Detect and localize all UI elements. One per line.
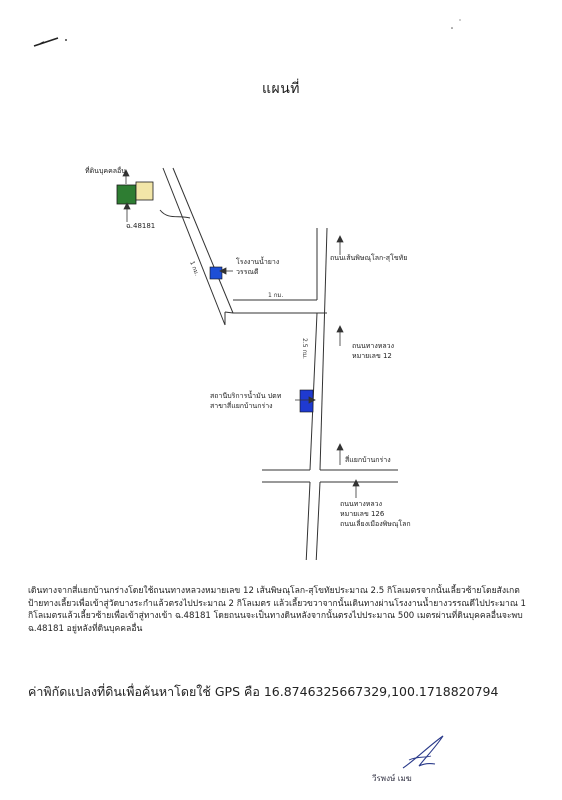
signature-stroke [403, 736, 443, 768]
page-title: แผนที่ [261, 81, 301, 97]
label-deed-number: ฉ.48181 [126, 222, 156, 230]
directions-text [28, 585, 533, 635]
label-highway-126-line2: หมายเลข 126 [340, 510, 385, 518]
distance-label-2-5km: 2.5 กม. [301, 338, 308, 359]
signer-name: วีรพงษ์ เมฆ [372, 774, 412, 783]
label-highway-126-line3: ถนนเลี่ยงเมืองพิษณุโลก [340, 520, 411, 528]
arrow-up-icon [337, 236, 343, 255]
label-other-owner-land: ที่ดินบุคคลอื่น [85, 167, 127, 175]
road-horizontal-south [225, 312, 327, 313]
label-gas-station-line2: สาขาสี่แยกบ้านกร่าง [210, 402, 273, 410]
plot-neighbor [136, 182, 153, 200]
distance-label-1km-horizontal: 1 กม. [268, 292, 284, 299]
signature-flourish [409, 756, 431, 760]
arrow-up-icon [124, 203, 130, 222]
arrow-up-icon [337, 326, 343, 346]
highway-12-east [320, 228, 327, 470]
distance-label-1km-diagonal: 1 กม. [188, 260, 201, 277]
label-highway-12-line1: ถนนทางหลวง [352, 342, 395, 350]
label-intersection: สี่แยกบ้านกร่าง [345, 456, 391, 464]
label-highway-12-line2: หมายเลข 12 [352, 352, 392, 360]
label-phitsanulok-road: ถนนเส้นพิษณุโลก-สุโขทัย [330, 254, 408, 262]
highway-south-east [316, 482, 320, 560]
label-factory-line2: วรรณดี [236, 268, 259, 276]
label-highway-126-line1: ถนนทางหลวง [340, 500, 383, 508]
highway-12-west [310, 228, 317, 470]
road-branch-curve [160, 210, 190, 218]
directions-paragraph: เดินทางจากสี่แยกบ้านกร่างโดยใช้ถนนทางหลวงหมายเลข 12 เส้นพิษณุโลก-สุโขทัยประมาณ 2.5 กิโลเมตรจากนั้นเลี้ยวซ้ายโดยสังเกตป้ายทางเลี้ยวเพื่อเข้าสู่วัดบางระกำแล้วตรงไปประมาณ 2 กิโลเมตร แล้วเลี้ยวขวาจากนั้นเดินทางผ่านโรงงานน้ำยางวรรณดีไปประมาณ 1 กิโลเมตรแล้วเลี้ยวซ้ายเพื่อเข้าสู่ทางเข้า ฉ.48181 โดยถนนจะเป็นทางดินหลังจากนั้นตรงไปประมาณ 500 เมตรผ่านที่ดินบุคคลอื่นจะพบ ฉ.48181 อยู่หลังที่ดินบุคคลอื่น [28, 586, 527, 634]
signature [395, 730, 455, 775]
plot-deed-48181 [117, 185, 136, 204]
rubber-factory-marker [210, 267, 222, 279]
road-diagonal-east [173, 168, 233, 313]
label-factory-line1: โรงงานน้ำยาง [236, 258, 280, 266]
label-gas-station-line1: สถานีบริการน้ำมัน ปตท [210, 392, 282, 400]
arrow-up-icon [337, 444, 343, 465]
gps-coordinates: ค่าพิกัดแปลงที่ดินเพื่อค้นหาโดยใช้ GPS คือ 16.8746325667329,100.1718820794 [28, 684, 499, 699]
highway-south-west [306, 482, 310, 560]
road-diagonal-west [163, 168, 225, 325]
arrow-up-icon [353, 480, 359, 498]
